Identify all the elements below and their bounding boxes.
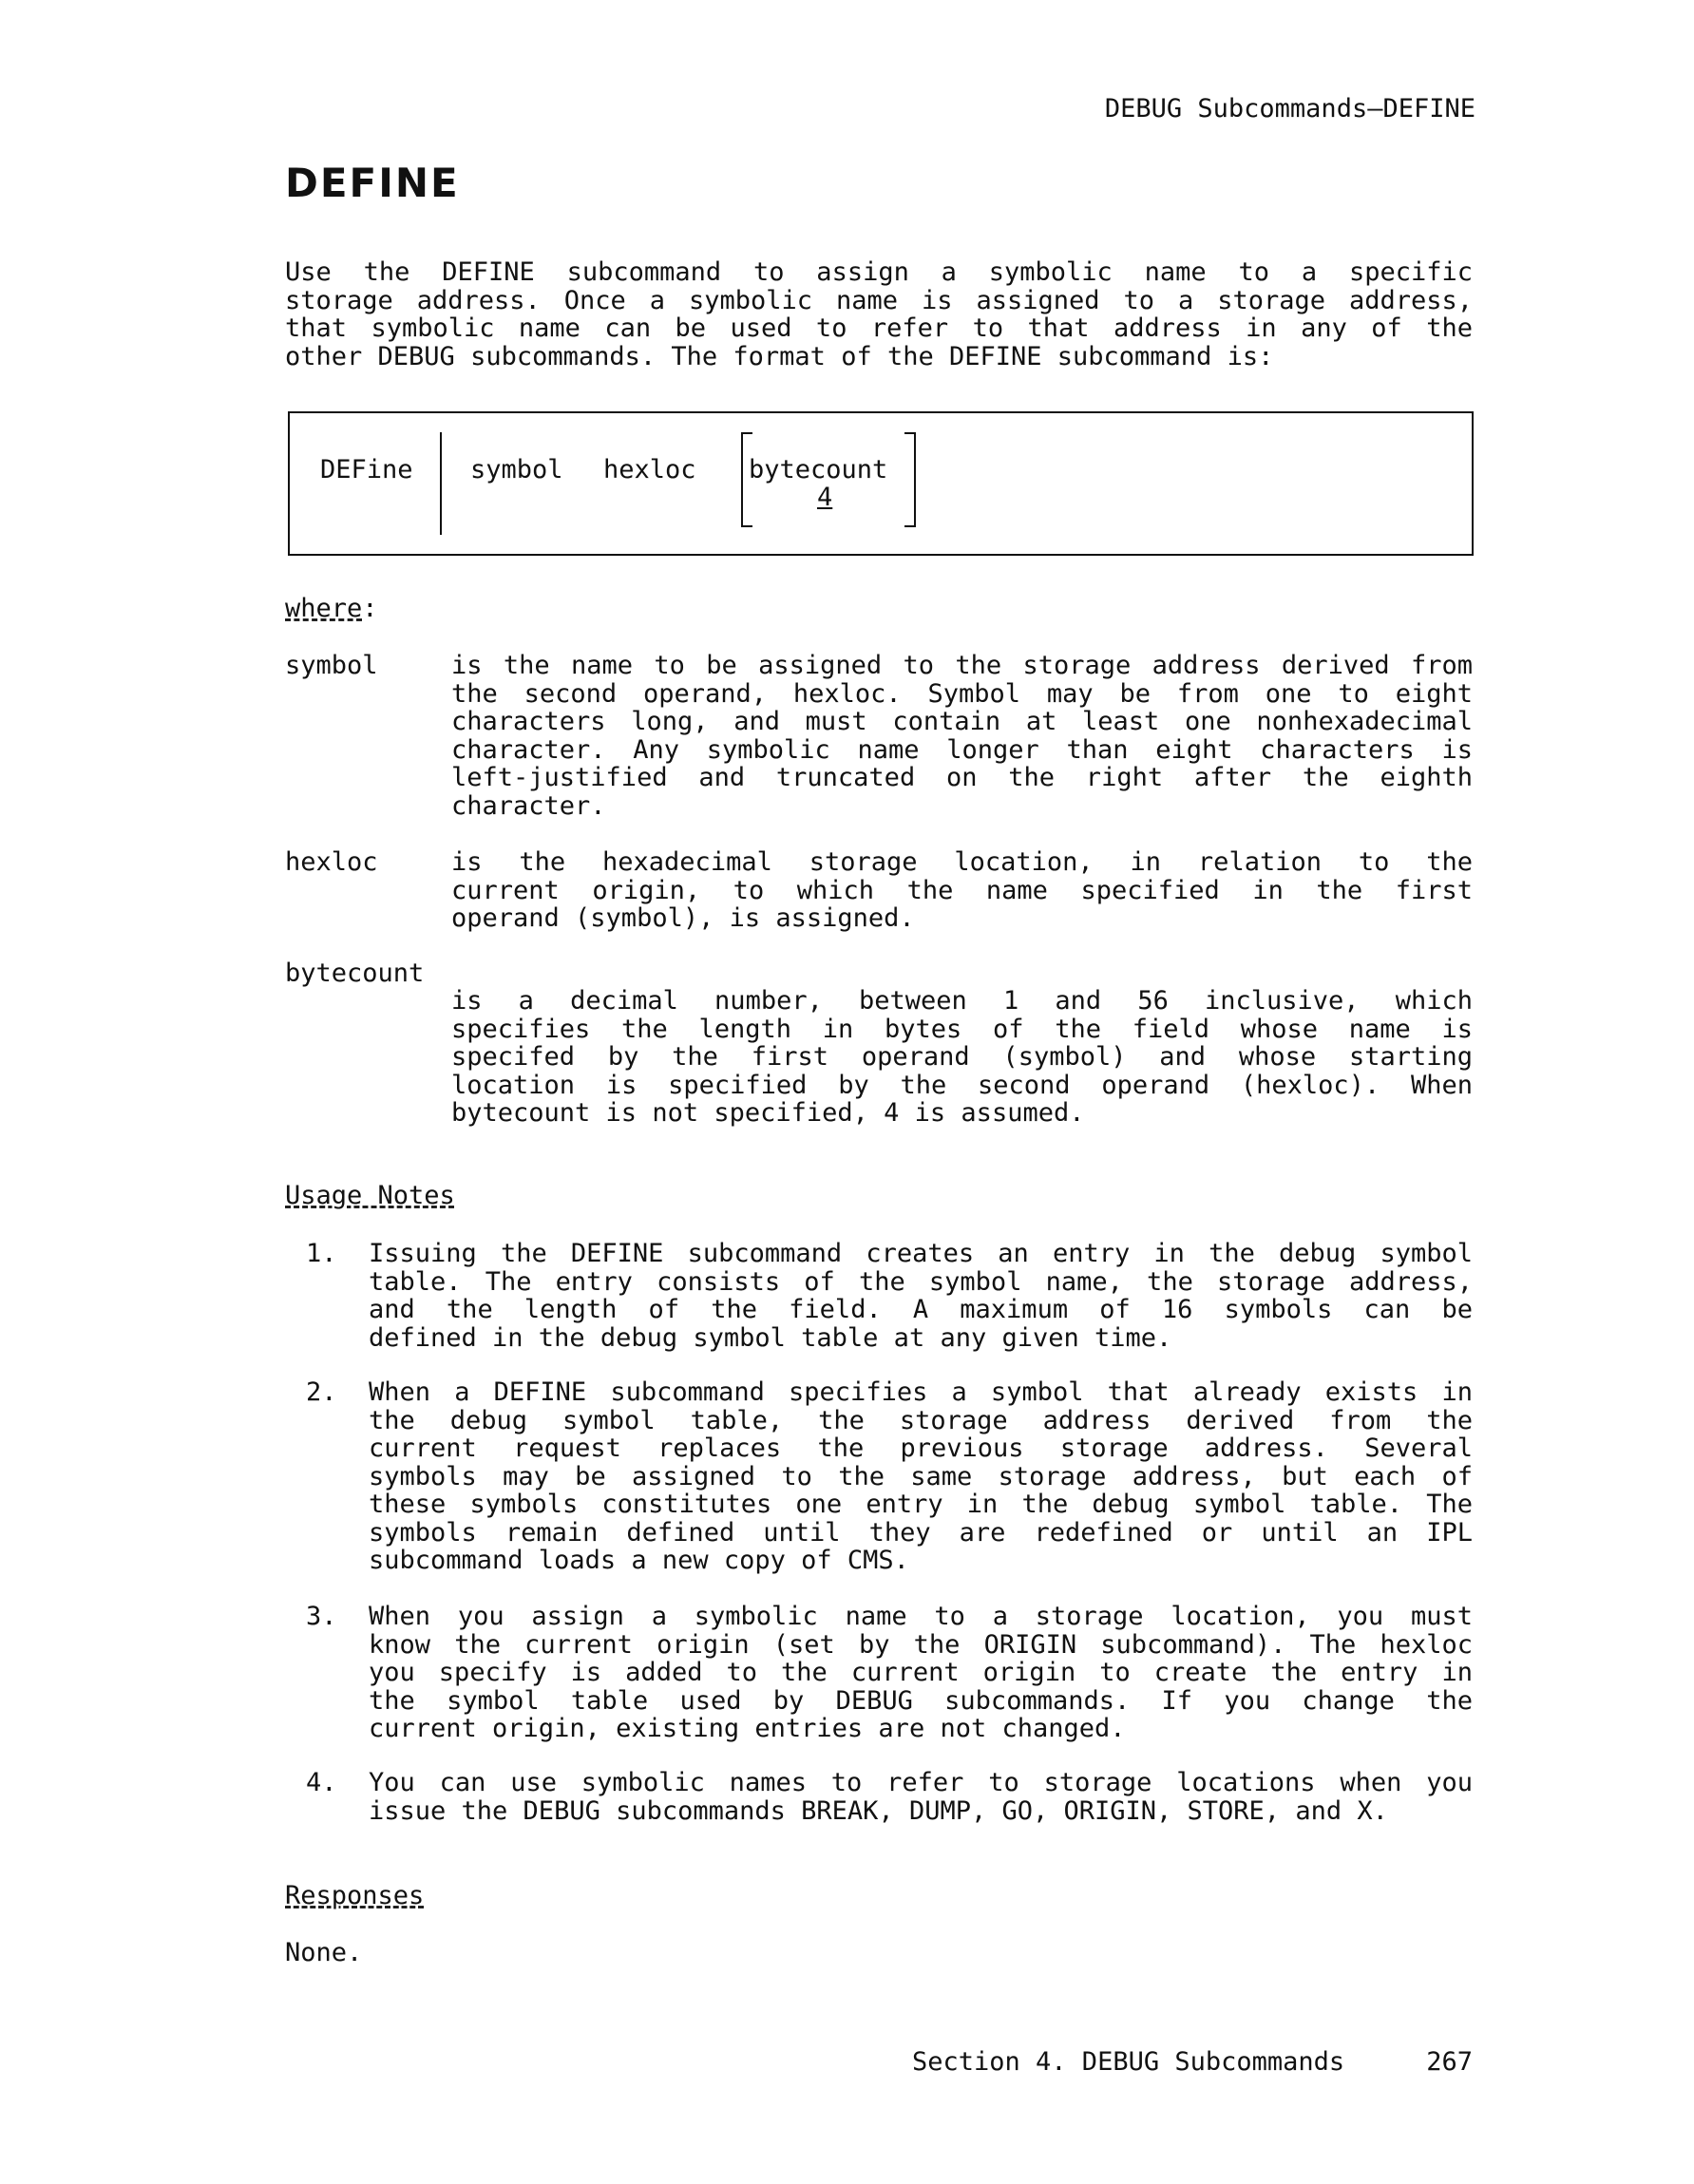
usage-note: When a DEFINE subcommand specifies a symbol that already exists in the debug symbol table, the storage address derived from the current request replaces the previous storage address. Several symbols may be assigned to the same storage address, but each of these symbols constitutes one entry in the debug symbol table. The symbols remain defined until they are redefined or until an IPL subcommand loads a new copy of CMS. (369, 1377, 1473, 1575)
page-number: 267 (1426, 2047, 1473, 2077)
responses-heading: Responses (285, 1881, 425, 1910)
note-number: 2. (306, 1377, 337, 1407)
operand-term-symbol: symbol (285, 651, 378, 680)
usage-note: When you assign a symbolic name to a storage location, you must know the current origin (set by the ORIGIN subcommand). The hexloc you specify is added to the current origin to create the entry in the symbol table used by DEBUG subcommands. If you change the current origin, existing entries are not changed. (369, 1602, 1473, 1743)
page-title: DEFINE (285, 160, 460, 206)
note-number: 1. (306, 1239, 337, 1268)
usage-note: You can use symbolic names to refer to storage locations when you issue the DEBUG subcommands BREAK, DUMP, GO, ORIGIN, STORE, and X. (369, 1768, 1473, 1826)
syntax-optional-bytecount: bytecount (749, 455, 888, 484)
intro-line: storage address. Once a symbolic name is assigned to a storage address, (285, 285, 1473, 315)
syntax-operand-hexloc: hexloc (603, 455, 696, 484)
intro-line: Use the DEFINE subcommand to assign a symbolic name to a specific (285, 257, 1473, 287)
running-header: DEBUG Subcommands—DEFINE (1104, 94, 1475, 123)
syntax-command: DEFine (320, 455, 413, 484)
syntax-operand-symbol: symbol (470, 455, 563, 484)
operand-term-hexloc: hexloc (285, 847, 378, 877)
syntax-diagram (288, 411, 1474, 556)
responses-text: None. (285, 1938, 363, 1967)
syntax-default-value: 4 (817, 483, 833, 512)
page-footer (912, 2048, 1473, 2077)
operand-term-bytecount: bytecount (285, 959, 425, 988)
operand-definition-symbol: is the name to be assigned to the storage address derived from the second operand, hexloc. Symbol may be from one to eight characters long, and must contain at least one nonhexadecimal character. Any symbolic name longer than eight characters is left-justified and truncated on the right after the eighth character. (451, 651, 1473, 821)
where-label: where: (285, 594, 378, 623)
optional-operand-bracket (741, 432, 916, 527)
syntax-divider (440, 432, 442, 535)
intro-paragraph (285, 258, 1473, 370)
intro-line: other DEBUG subcommands. The format of the DEFINE subcommand is: (285, 341, 1274, 371)
usage-notes-heading: Usage Notes (285, 1181, 455, 1210)
operand-definition-hexloc: is the hexadecimal storage location, in relation to the current origin, to which the name specified in the first operand (symbol), is assigned. (451, 847, 1473, 933)
note-number: 3. (306, 1602, 337, 1631)
usage-note: Issuing the DEFINE subcommand creates an entry in the debug symbol table. The entry consists of the symbol name, the storage address, and the length of the field. A maximum of 16 symbols can be defined in the debug symbol table at any given time. (369, 1239, 1473, 1353)
note-number: 4. (306, 1768, 337, 1797)
intro-line: that symbolic name can be used to refer to that address in any of the (285, 313, 1473, 343)
operand-definition-bytecount: is a decimal number, between 1 and 56 inclusive, which specifies the length in bytes of the field whose name is specifed by the first operand (symbol) and whose starting location is specified by the second operand (hexloc). When bytecount is not specified, 4 is assumed. (451, 986, 1473, 1128)
footer-section: Section 4. DEBUG Subcommands (912, 2047, 1345, 2077)
